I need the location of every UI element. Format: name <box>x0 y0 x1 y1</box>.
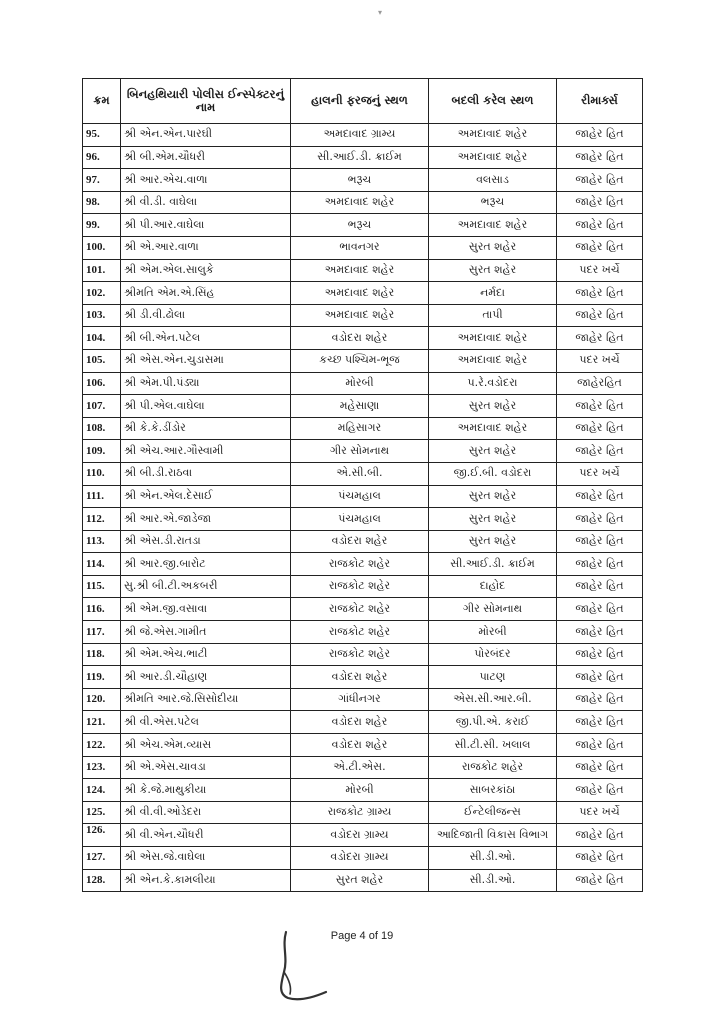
inspector-name-cell: શ્રી એન.એલ.દેસાઈ <box>121 485 291 508</box>
inspector-name-cell: શ્રી પી.આર.વાઘેલા <box>121 214 291 237</box>
transfer-posting-cell: અમદાવાદ શહેર <box>429 349 557 372</box>
remarks-cell: જાહેર હિત <box>557 236 643 259</box>
serial-no-cell: 96. <box>83 146 121 169</box>
transfer-posting-cell: મોરબી <box>429 621 557 644</box>
remarks-cell: જાહેરહિત <box>557 372 643 395</box>
table-row <box>83 282 643 305</box>
inspector-name-cell: શ્રી એચ.એમ.વ્યાસ <box>121 734 291 757</box>
table-row <box>83 417 643 440</box>
current-posting-cell: મોરબી <box>291 372 429 395</box>
table-row <box>83 395 643 418</box>
serial-no-cell: 125. <box>83 801 121 824</box>
inspector-name-cell: શ્રી એમ.જી.વસાવા <box>121 598 291 621</box>
remarks-cell: જાહેર હિત <box>557 598 643 621</box>
remarks-cell: જાહેર હિત <box>557 756 643 779</box>
transfer-posting-cell: નર્મદા <box>429 282 557 305</box>
current-posting-cell: પંચમહાલ <box>291 485 429 508</box>
table-row <box>83 508 643 531</box>
scan-mark: ▾ <box>378 8 383 17</box>
serial-no-cell: 106. <box>83 372 121 395</box>
table-row <box>83 824 643 847</box>
current-posting-cell: પંચમહાલ <box>291 508 429 531</box>
inspector-name-cell: શ્રી એ.એસ.ચાવડા <box>121 756 291 779</box>
remarks-cell: જાહેર હિત <box>557 169 643 192</box>
remarks-cell: જાહેર હિત <box>557 847 643 870</box>
remarks-cell: પદર ખર્ચે <box>557 259 643 282</box>
table-row <box>83 462 643 485</box>
serial-no-cell: 100. <box>83 236 121 259</box>
inspector-name-cell: શ્રી એ.આર.વાળા <box>121 236 291 259</box>
transfer-posting-cell: અમદાવાદ શહેર <box>429 146 557 169</box>
table-row <box>83 688 643 711</box>
transfer-posting-cell: સુરત શહેર <box>429 508 557 531</box>
current-posting-cell: મહેસાણા <box>291 395 429 418</box>
inspector-name-cell: શ્રી જે.એસ.ગામીત <box>121 621 291 644</box>
remarks-cell: પદર ખર્ચે <box>557 349 643 372</box>
header-serial-no: ક્રમ <box>83 79 121 124</box>
inspector-name-cell: શ્રીમતિ એમ.એ.સિંહ <box>121 282 291 305</box>
current-posting-cell: રાજકોટ શહેર <box>291 643 429 666</box>
inspector-name-cell: શ્રી એસ.જે.વાઘેલા <box>121 847 291 870</box>
inspector-name-cell: શ્રી પી.એલ.વાઘેલા <box>121 395 291 418</box>
table-row <box>83 236 643 259</box>
serial-no-cell: 121. <box>83 711 121 734</box>
transfer-posting-cell: સી.ડી.ઓ. <box>429 847 557 870</box>
header-inspector-name: બિનહથિયારી પોલીસ ઈન્સ્પેક્ટરનું નામ <box>121 79 291 124</box>
inspector-name-cell: શ્રી આર.ડી.ચૌહાણ <box>121 666 291 689</box>
transfer-posting-cell: અમદાવાદ શહેર <box>429 214 557 237</box>
inspector-name-cell: શ્રી કે.જે.માથુકીયા <box>121 779 291 802</box>
transfer-posting-cell: એસ.સી.આર.બી. <box>429 688 557 711</box>
serial-no-cell: 109. <box>83 440 121 463</box>
remarks-cell: જાહેર હિત <box>557 191 643 214</box>
serial-no-cell: 110. <box>83 462 121 485</box>
remarks-cell: જાહેર હિત <box>557 440 643 463</box>
transfer-posting-cell: પોરબંદર <box>429 643 557 666</box>
transfer-posting-cell: પાટણ <box>429 666 557 689</box>
transfer-posting-cell: સી.ટી.સી. ખલાલ <box>429 734 557 757</box>
remarks-cell: જાહેર હિત <box>557 666 643 689</box>
current-posting-cell: અમદાવાદ શહેર <box>291 191 429 214</box>
current-posting-cell: વડોદરા શહેર <box>291 327 429 350</box>
inspector-name-cell: શ્રી આર.જી.બારોટ <box>121 553 291 576</box>
remarks-cell: જાહેર હિત <box>557 395 643 418</box>
table-row <box>83 801 643 824</box>
remarks-cell: જાહેર હિત <box>557 417 643 440</box>
serial-no-cell: 112. <box>83 508 121 531</box>
table-row <box>83 304 643 327</box>
table-row <box>83 734 643 757</box>
transfer-posting-cell: જી.ઈ.બી. વડોદરા <box>429 462 557 485</box>
current-posting-cell: રાજકોટ શહેર <box>291 575 429 598</box>
remarks-cell: જાહેર હિત <box>557 734 643 757</box>
table-body <box>83 124 643 892</box>
current-posting-cell: અમદાવાદ શહેર <box>291 304 429 327</box>
table-header-row <box>83 79 643 124</box>
inspector-name-cell: શ્રી વી.ડી. વાઘેલા <box>121 191 291 214</box>
table-row <box>83 327 643 350</box>
table-row <box>83 666 643 689</box>
table-row <box>83 553 643 576</box>
serial-no-cell: 111. <box>83 485 121 508</box>
serial-no-cell: 120. <box>83 688 121 711</box>
remarks-cell: જાહેર હિત <box>557 485 643 508</box>
remarks-cell: જાહેર હિત <box>557 124 643 147</box>
serial-no-cell: 97. <box>83 169 121 192</box>
inspector-name-cell: શ્રી એસ.એન.ચુડાસમા <box>121 349 291 372</box>
serial-no-cell: 113. <box>83 530 121 553</box>
transfer-posting-cell: વલસાડ <box>429 169 557 192</box>
inspector-name-cell: શ્રી એન.એન.પારઘી <box>121 124 291 147</box>
current-posting-cell: અમદાવાદ શહેર <box>291 282 429 305</box>
table-row <box>83 191 643 214</box>
table-row <box>83 869 643 892</box>
transfer-posting-cell: સી.ડી.ઓ. <box>429 869 557 892</box>
remarks-cell: પદર ખર્ચે <box>557 801 643 824</box>
serial-no-cell: 103. <box>83 304 121 327</box>
inspector-name-cell: શ્રી બી.એન.પટેલ <box>121 327 291 350</box>
inspector-name-cell: શ્રી આર.એ.જાડેજા <box>121 508 291 531</box>
remarks-cell: જાહેર હિત <box>557 146 643 169</box>
current-posting-cell: વડોદરા ગ્રામ્ય <box>291 847 429 870</box>
current-posting-cell: રાજકોટ શહેર <box>291 621 429 644</box>
serial-no-cell: 104. <box>83 327 121 350</box>
serial-no-cell: 107. <box>83 395 121 418</box>
table-row <box>83 485 643 508</box>
transfer-posting-cell: ભરૂચ <box>429 191 557 214</box>
inspector-name-cell: શ્રી આર.એચ.વાળા <box>121 169 291 192</box>
remarks-cell: જાહેર હિત <box>557 869 643 892</box>
serial-no-cell: 116. <box>83 598 121 621</box>
remarks-cell: પદર ખર્ચે <box>557 462 643 485</box>
remarks-cell: જાહેર હિત <box>557 304 643 327</box>
inspector-name-cell: શ્રી એસ.ડી.રાતડા <box>121 530 291 553</box>
table-row <box>83 598 643 621</box>
current-posting-cell: સુરત શહેર <box>291 869 429 892</box>
inspector-name-cell: શ્રી વી.વી.ઓડેદરા <box>121 801 291 824</box>
remarks-cell: જાહેર હિત <box>557 621 643 644</box>
current-posting-cell: ગાંધીનગર <box>291 688 429 711</box>
inspector-name-cell: શ્રી એમ.પી.પંડ્યા <box>121 372 291 395</box>
serial-no-cell: 115. <box>83 575 121 598</box>
table-row <box>83 847 643 870</box>
serial-no-cell: 114. <box>83 553 121 576</box>
inspector-name-cell: શ્રી એમ.એચ.ભાટી <box>121 643 291 666</box>
serial-no-cell: 108. <box>83 417 121 440</box>
current-posting-cell: એ.સી.બી. <box>291 462 429 485</box>
remarks-cell: જાહેર હિત <box>557 711 643 734</box>
current-posting-cell: કચ્છ પશ્ચિમ-ભૂજ <box>291 349 429 372</box>
current-posting-cell: વડોદરા શહેર <box>291 734 429 757</box>
inspector-name-cell: શ્રી વી.એન.ચૌધરી <box>121 824 291 847</box>
table-row <box>83 349 643 372</box>
table-row <box>83 259 643 282</box>
inspector-name-cell: શ્રી એન.કે.કામલીયા <box>121 869 291 892</box>
remarks-cell: જાહેર હિત <box>557 553 643 576</box>
table-row <box>83 214 643 237</box>
inspector-name-cell: શ્રીમતિ આર.જે.સિસોદીયા <box>121 688 291 711</box>
inspector-name-cell: શ્રી કે.કે.ડીંડોર <box>121 417 291 440</box>
transfer-posting-cell: અમદાવાદ શહેર <box>429 417 557 440</box>
inspector-name-cell: શ્રી એચ.આર.ગૌસ્વામી <box>121 440 291 463</box>
current-posting-cell: સી.આઈ.ડી. ક્રાઈમ <box>291 146 429 169</box>
serial-no-cell: 126. <box>83 824 121 847</box>
inspector-name-cell: શ્રી બી.ડી.રાઠવા <box>121 462 291 485</box>
remarks-cell: જાહેર હિત <box>557 575 643 598</box>
transfer-table <box>82 78 643 892</box>
serial-no-cell: 124. <box>83 779 121 802</box>
serial-no-cell: 101. <box>83 259 121 282</box>
current-posting-cell: રાજકોટ ગ્રામ્ય <box>291 801 429 824</box>
transfer-posting-cell: સુરત શહેર <box>429 530 557 553</box>
transfer-posting-cell: સુરત શહેર <box>429 395 557 418</box>
serial-no-cell: 123. <box>83 756 121 779</box>
serial-no-cell: 99. <box>83 214 121 237</box>
serial-no-cell: 122. <box>83 734 121 757</box>
table-row <box>83 530 643 553</box>
inspector-name-cell: શ્રી વી.એસ.પટેલ <box>121 711 291 734</box>
transfer-posting-cell: સુરત શહેર <box>429 259 557 282</box>
transfer-posting-cell: સાબરકાંઠા <box>429 779 557 802</box>
serial-no-cell: 95. <box>83 124 121 147</box>
remarks-cell: જાહેર હિત <box>557 327 643 350</box>
transfer-posting-cell: રાજકોટ શહેર <box>429 756 557 779</box>
table-row <box>83 756 643 779</box>
table-row <box>83 146 643 169</box>
transfer-posting-cell: ઈન્ટેલીજન્સ <box>429 801 557 824</box>
table-row <box>83 440 643 463</box>
current-posting-cell: ભાવનગર <box>291 236 429 259</box>
serial-no-cell: 98. <box>83 191 121 214</box>
current-posting-cell: ભરૂચ <box>291 169 429 192</box>
serial-no-cell: 119. <box>83 666 121 689</box>
current-posting-cell: ભરૂચ <box>291 214 429 237</box>
table-row <box>83 372 643 395</box>
current-posting-cell: ગીર સોમનાથ <box>291 440 429 463</box>
header-transfer-posting: બદલી કરેલ સ્થળ <box>429 79 557 124</box>
remarks-cell: જાહેર હિત <box>557 530 643 553</box>
page-number: Page 4 of 19 <box>330 930 394 942</box>
current-posting-cell: એ.ટી.એસ. <box>291 756 429 779</box>
table-row <box>83 643 643 666</box>
table-row <box>83 711 643 734</box>
table-row <box>83 169 643 192</box>
inspector-name-cell: શ્રી એમ.એલ.સાલુકે <box>121 259 291 282</box>
remarks-cell: જાહેર હિત <box>557 779 643 802</box>
transfer-posting-cell: અમદાવાદ શહેર <box>429 327 557 350</box>
transfer-posting-cell: દાહોદ <box>429 575 557 598</box>
transfer-posting-cell: તાપી <box>429 304 557 327</box>
remarks-cell: જાહેર હિત <box>557 282 643 305</box>
current-posting-cell: મોરબી <box>291 779 429 802</box>
current-posting-cell: વડોદરા શહેર <box>291 711 429 734</box>
transfer-posting-cell: અમદાવાદ શહેર <box>429 124 557 147</box>
transfer-posting-cell: જી.પી.એ. કરાઈ <box>429 711 557 734</box>
table-row <box>83 779 643 802</box>
table-row <box>83 124 643 147</box>
remarks-cell: જાહેર હિત <box>557 824 643 847</box>
current-posting-cell: અમદાવાદ શહેર <box>291 259 429 282</box>
transfer-posting-cell: સુરત શહેર <box>429 485 557 508</box>
transfer-posting-cell: સુરત શહેર <box>429 236 557 259</box>
remarks-cell: જાહેર હિત <box>557 214 643 237</box>
header-current-posting: હાલની ફરજનું સ્થળ <box>291 79 429 124</box>
current-posting-cell: વડોદરા શહેર <box>291 666 429 689</box>
current-posting-cell: મહિસાગર <box>291 417 429 440</box>
transfer-posting-cell: પ.રે.વડોદરા <box>429 372 557 395</box>
serial-no-cell: 118. <box>83 643 121 666</box>
table-row <box>83 575 643 598</box>
serial-no-cell: 128. <box>83 869 121 892</box>
inspector-name-cell: શ્રી ડી.વી.ઢોલા <box>121 304 291 327</box>
serial-no-cell: 117. <box>83 621 121 644</box>
serial-no-cell: 102. <box>83 282 121 305</box>
transfer-posting-cell: આદિજાતી વિકાસ વિભાગ <box>429 824 557 847</box>
current-posting-cell: અમદાવાદ ગ્રામ્ય <box>291 124 429 147</box>
serial-no-cell: 127. <box>83 847 121 870</box>
current-posting-cell: વડોદરા ગ્રામ્ય <box>291 824 429 847</box>
current-posting-cell: વડોદરા શહેર <box>291 530 429 553</box>
transfer-posting-cell: સી.આઈ.ડી. ક્રાઈમ <box>429 553 557 576</box>
remarks-cell: જાહેર હિત <box>557 688 643 711</box>
inspector-name-cell: સુ.શ્રી બી.ટી.અકબરી <box>121 575 291 598</box>
current-posting-cell: રાજકોટ શહેર <box>291 553 429 576</box>
serial-no-cell: 105. <box>83 349 121 372</box>
transfer-posting-cell: ગીર સોમનાથ <box>429 598 557 621</box>
transfer-posting-cell: સુરત શહેર <box>429 440 557 463</box>
current-posting-cell: રાજકોટ શહેર <box>291 598 429 621</box>
inspector-name-cell: શ્રી બી.એમ.ચૌધરી <box>121 146 291 169</box>
remarks-cell: જાહેર હિત <box>557 643 643 666</box>
header-remarks: રીમાર્ક્સ <box>557 79 643 124</box>
table-row <box>83 621 643 644</box>
remarks-cell: જાહેર હિત <box>557 508 643 531</box>
